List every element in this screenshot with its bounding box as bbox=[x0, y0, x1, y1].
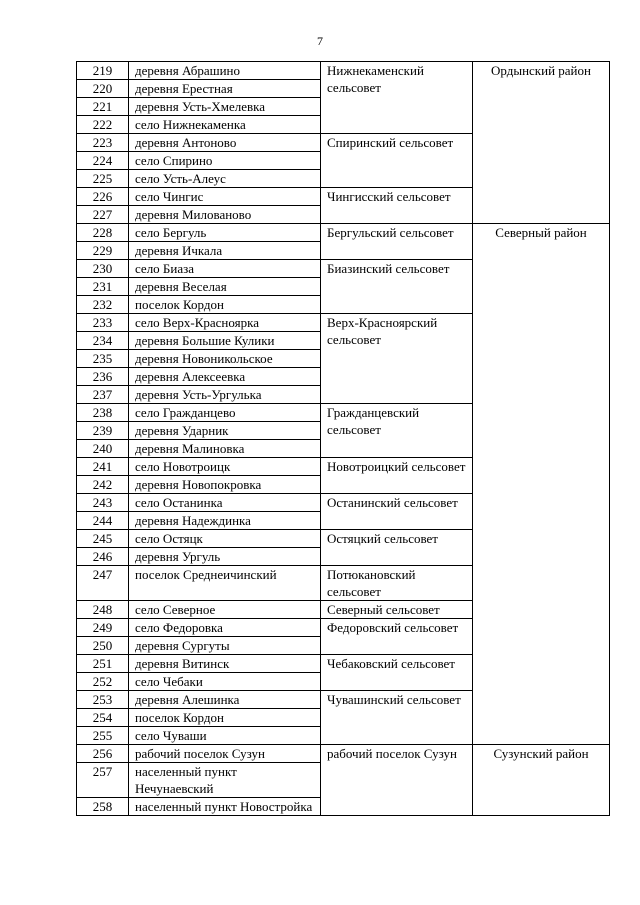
settlement-name: деревня Ичкала bbox=[129, 242, 321, 260]
row-number: 258 bbox=[77, 798, 129, 816]
row-number: 250 bbox=[77, 637, 129, 655]
council-name: Чувашинский сельсовет bbox=[321, 691, 473, 745]
row-number: 249 bbox=[77, 619, 129, 637]
row-number: 223 bbox=[77, 134, 129, 152]
row-number: 235 bbox=[77, 350, 129, 368]
settlement-name: населенный пункт Новостройка bbox=[129, 798, 321, 816]
row-number: 227 bbox=[77, 206, 129, 224]
settlement-name: рабочий поселок Сузун bbox=[129, 745, 321, 763]
council-name: Спиринский сельсовет bbox=[321, 134, 473, 188]
settlement-name: деревня Усть-Ургулька bbox=[129, 386, 321, 404]
settlement-name: село Усть-Алеус bbox=[129, 170, 321, 188]
settlement-name: деревня Новопокровка bbox=[129, 476, 321, 494]
row-number: 232 bbox=[77, 296, 129, 314]
settlement-name: поселок Кордон bbox=[129, 709, 321, 727]
council-name: Чингисский сельсовет bbox=[321, 188, 473, 224]
council-name: Биазинский сельсовет bbox=[321, 260, 473, 314]
settlement-name: село Чуваши bbox=[129, 727, 321, 745]
row-number: 225 bbox=[77, 170, 129, 188]
council-name: рабочий поселок Сузун bbox=[321, 745, 473, 816]
settlement-name: деревня Малиновка bbox=[129, 440, 321, 458]
row-number: 222 bbox=[77, 116, 129, 134]
council-name: Нижнекаменский сельсовет bbox=[321, 62, 473, 134]
row-number: 248 bbox=[77, 601, 129, 619]
row-number: 226 bbox=[77, 188, 129, 206]
page-number: 7 bbox=[317, 34, 323, 48]
row-number: 245 bbox=[77, 530, 129, 548]
row-number: 234 bbox=[77, 332, 129, 350]
row-number: 256 bbox=[77, 745, 129, 763]
council-name: Потюкановский сельсовет bbox=[321, 566, 473, 601]
row-number: 246 bbox=[77, 548, 129, 566]
settlement-name: деревня Ерестная bbox=[129, 80, 321, 98]
row-number: 229 bbox=[77, 242, 129, 260]
row-number: 230 bbox=[77, 260, 129, 278]
council-name: Гражданцевский сельсовет bbox=[321, 404, 473, 458]
settlement-name: село Биаза bbox=[129, 260, 321, 278]
settlement-name: деревня Алешинка bbox=[129, 691, 321, 709]
row-number: 228 bbox=[77, 224, 129, 242]
settlement-name: село Чебаки bbox=[129, 673, 321, 691]
settlement-name: село Верх-Красноярка bbox=[129, 314, 321, 332]
settlement-name: деревня Абрашино bbox=[129, 62, 321, 80]
settlement-name: село Останинка bbox=[129, 494, 321, 512]
settlement-name: деревня Антоново bbox=[129, 134, 321, 152]
settlement-name: поселок Кордон bbox=[129, 296, 321, 314]
council-name: Остяцкий сельсовет bbox=[321, 530, 473, 566]
table-row bbox=[77, 224, 610, 242]
settlement-name: деревня Ургуль bbox=[129, 548, 321, 566]
settlement-name: деревня Сургуты bbox=[129, 637, 321, 655]
row-number: 242 bbox=[77, 476, 129, 494]
row-number: 252 bbox=[77, 673, 129, 691]
district-name: Северный район bbox=[473, 224, 610, 745]
row-number: 254 bbox=[77, 709, 129, 727]
row-number: 251 bbox=[77, 655, 129, 673]
council-name: Северный сельсовет bbox=[321, 601, 473, 619]
settlement-name: село Новотроицк bbox=[129, 458, 321, 476]
row-number: 244 bbox=[77, 512, 129, 530]
council-name: Останинский сельсовет bbox=[321, 494, 473, 530]
settlement-name: деревня Надеждинка bbox=[129, 512, 321, 530]
row-number: 238 bbox=[77, 404, 129, 422]
table-row bbox=[77, 745, 610, 763]
row-number: 239 bbox=[77, 422, 129, 440]
settlement-name: деревня Ударник bbox=[129, 422, 321, 440]
council-name: Бергульский сельсовет bbox=[321, 224, 473, 260]
row-number: 247 bbox=[77, 566, 129, 601]
row-number: 240 bbox=[77, 440, 129, 458]
row-number: 236 bbox=[77, 368, 129, 386]
row-number: 221 bbox=[77, 98, 129, 116]
settlement-name: село Остяцк bbox=[129, 530, 321, 548]
settlement-name: село Гражданцево bbox=[129, 404, 321, 422]
table-row bbox=[77, 62, 610, 80]
settlement-name: поселок Среднеичинский bbox=[129, 566, 321, 601]
row-number: 233 bbox=[77, 314, 129, 332]
row-number: 253 bbox=[77, 691, 129, 709]
district-name: Сузунский район bbox=[473, 745, 610, 816]
settlement-name: деревня Витинск bbox=[129, 655, 321, 673]
row-number: 255 bbox=[77, 727, 129, 745]
settlement-name: деревня Усть-Хмелевка bbox=[129, 98, 321, 116]
settlement-name: село Чингис bbox=[129, 188, 321, 206]
council-name: Новотроицкий сельсовет bbox=[321, 458, 473, 494]
council-name: Федоровский сельсовет bbox=[321, 619, 473, 655]
row-number: 219 bbox=[77, 62, 129, 80]
settlement-name: деревня Милованово bbox=[129, 206, 321, 224]
settlement-name: село Бергуль bbox=[129, 224, 321, 242]
council-name: Чебаковский сельсовет bbox=[321, 655, 473, 691]
settlement-name: населенный пункт Нечунаевский bbox=[129, 763, 321, 798]
settlement-name: село Федоровка bbox=[129, 619, 321, 637]
row-number: 237 bbox=[77, 386, 129, 404]
district-name: Ордынский район bbox=[473, 62, 610, 224]
row-number: 257 bbox=[77, 763, 129, 798]
settlement-name: деревня Веселая bbox=[129, 278, 321, 296]
row-number: 243 bbox=[77, 494, 129, 512]
settlement-name: село Нижнекаменка bbox=[129, 116, 321, 134]
settlement-name: деревня Алексеевка bbox=[129, 368, 321, 386]
row-number: 224 bbox=[77, 152, 129, 170]
settlement-name: село Спирино bbox=[129, 152, 321, 170]
row-number: 241 bbox=[77, 458, 129, 476]
row-number: 220 bbox=[77, 80, 129, 98]
settlement-name: деревня Большие Кулики bbox=[129, 332, 321, 350]
settlement-name: село Северное bbox=[129, 601, 321, 619]
settlement-name: деревня Новоникольское bbox=[129, 350, 321, 368]
row-number: 231 bbox=[77, 278, 129, 296]
settlements-table bbox=[76, 61, 610, 816]
council-name: Верх-Красноярский сельсовет bbox=[321, 314, 473, 404]
